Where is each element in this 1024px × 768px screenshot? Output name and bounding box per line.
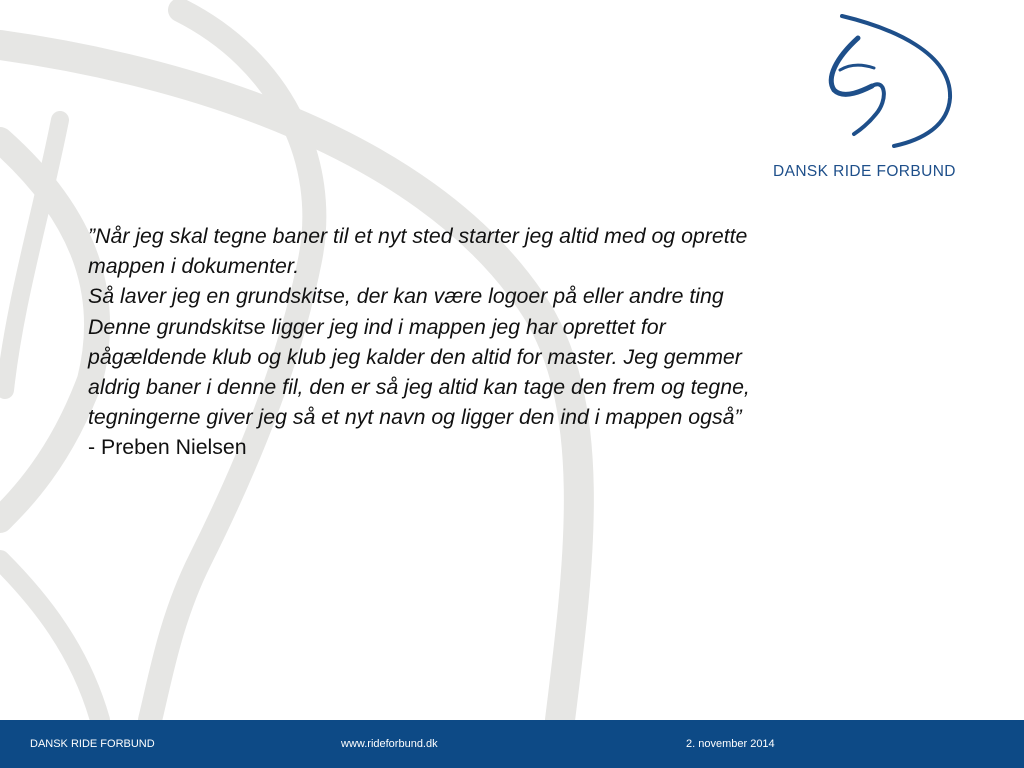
quote-line: pågældende klub og klub jeg kalder den altid for master. Jeg gemmer [88, 344, 742, 369]
brand-logo [760, 8, 1016, 180]
quote-attribution: - Preben Nielsen [88, 435, 247, 460]
quote-block [88, 221, 908, 463]
horse-head-icon [822, 8, 962, 158]
quote-line: Denne grundskitse ligger jeg ind i mappen jeg har oprettet for [88, 314, 666, 339]
quote-line: Så laver jeg en grundskitse, der kan være logoer på eller andre ting [88, 284, 724, 309]
footer-website: www.rideforbund.dk [341, 738, 438, 750]
brand-logo-text: DANSK RIDE FORBUND [773, 163, 956, 180]
quote-line: mappen i dokumenter. [88, 254, 300, 279]
quote-line: aldrig baner i denne fil, den er så jeg altid kan tage den frem og tegne, [88, 375, 750, 400]
quote-line: ”Når jeg skal tegne baner til et nyt sted starter jeg altid med og oprette [88, 224, 748, 248]
footer-bar [0, 720, 1024, 768]
quote-line: tegningerne giver jeg så et nyt navn og ligger den ind i mappen også” [88, 405, 742, 430]
footer-organization: DANSK RIDE FORBUND [30, 738, 155, 750]
footer-date: 2. november 2014 [686, 738, 775, 750]
